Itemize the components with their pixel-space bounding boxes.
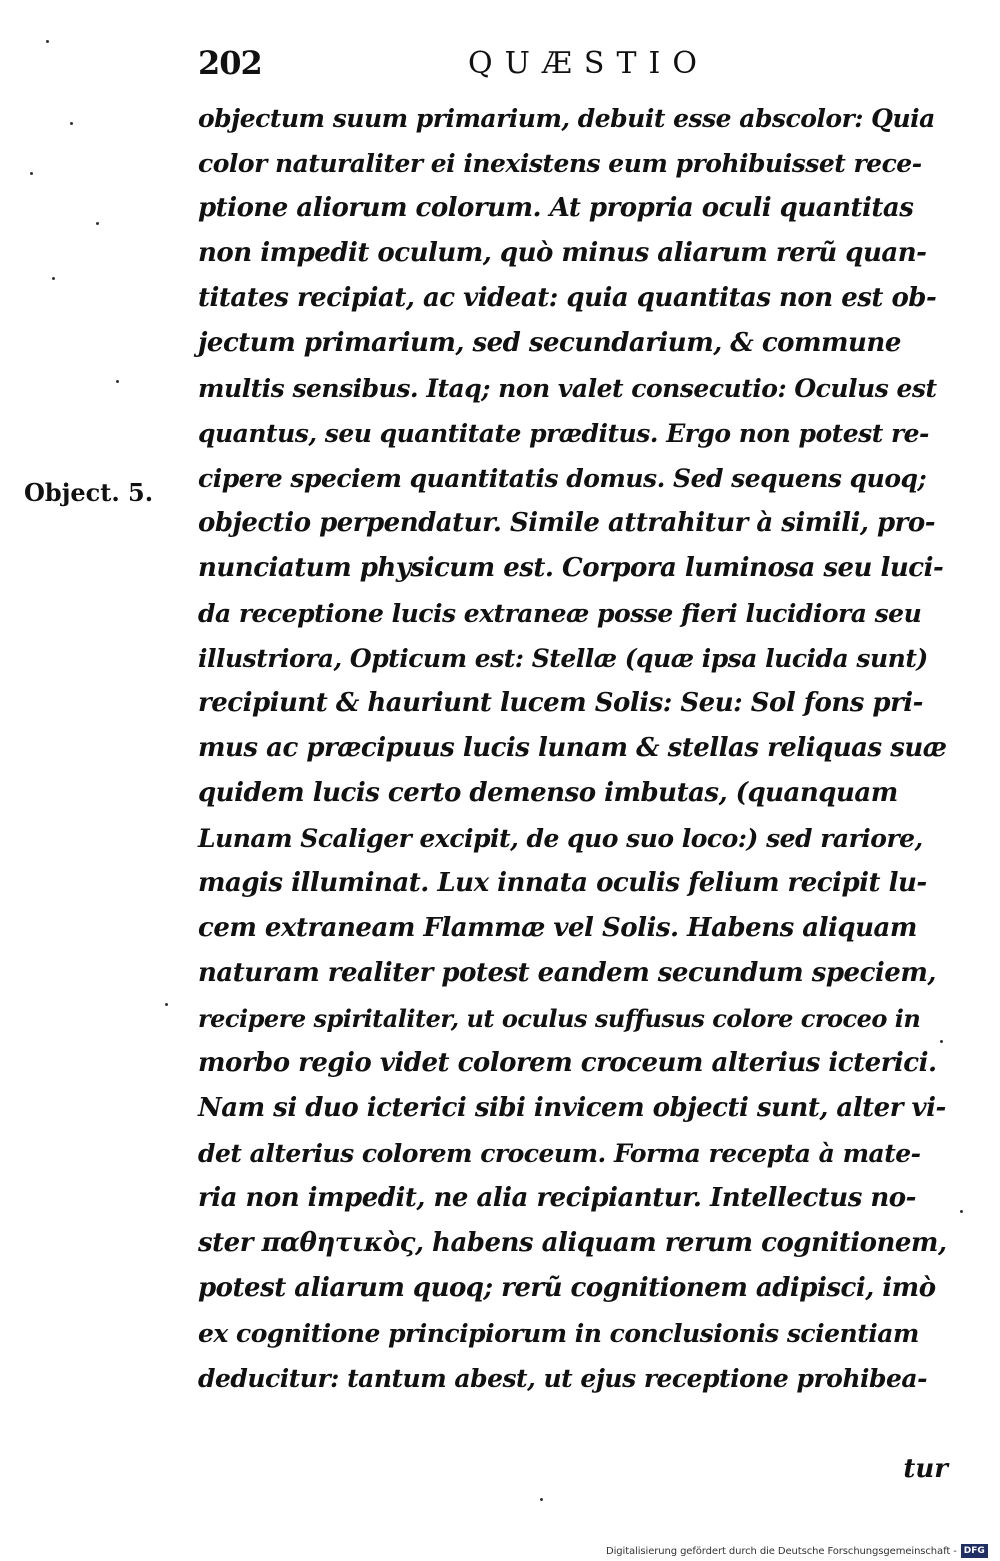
dfg-logo: DFG	[961, 1544, 988, 1558]
text-line: recipiunt & hauriunt lucem Solis: Seu: Sol fons pri-	[198, 688, 923, 718]
scan-speck	[165, 1003, 168, 1006]
text-line: color naturaliter ei inexistens eum prohibuisset rece-	[198, 149, 922, 178]
scan-speck	[30, 172, 33, 175]
catchword: tur	[903, 1454, 948, 1484]
text-line: mus ac præcipuus lucis lunam & stellas reliquas suæ	[198, 733, 947, 763]
text-line: potest aliarum quoq; rerũ cognitionem adipisci, imò	[198, 1273, 936, 1303]
text-line: magis illuminat. Lux innata oculis felium recipit lu-	[198, 868, 927, 898]
text-line: ptione aliorum colorum. At propria oculi quantitas	[198, 193, 914, 223]
text-line: cem extraneam Flammæ vel Solis. Habens aliquam	[198, 913, 917, 943]
running-head: QUÆSTIO	[468, 46, 709, 81]
text-line: deducitur: tantum abest, ut ejus receptione prohibea-	[198, 1364, 927, 1393]
page-header	[198, 44, 948, 88]
text-line: objectum suum primarium, debuit esse abscolor: Quia	[198, 104, 935, 133]
text-line: quantus, seu quantitate præditus. Ergo non potest re-	[198, 419, 929, 448]
text-line: Lunam Scaliger excipit, de quo suo loco:) sed rariore,	[198, 824, 923, 853]
footer-credit: Digitalisierung gefördert durch die Deutsche Forschungsgemeinschaft -	[606, 1545, 957, 1557]
scan-speck	[960, 1210, 963, 1213]
text-line: morbo regio videt colorem croceum alterius icterici.	[198, 1048, 937, 1078]
text-line: ria non impedit, ne alia recipiantur. Intellectus no-	[198, 1183, 916, 1213]
body-text	[198, 96, 958, 1401]
text-line: naturam realiter potest eandem secundum speciem,	[198, 958, 936, 988]
text-line: objectio perpendatur. Simile attrahitur à simili, pro-	[198, 508, 936, 538]
text-line: non impedit oculum, quò minus aliarum rerũ quan-	[198, 238, 927, 268]
text-line: quidem lucis certo demenso imbutas, (quanquam	[198, 778, 898, 808]
digitization-footer	[606, 1543, 988, 1559]
text-line: jectum primarium, sed secundarium, & commune	[198, 328, 901, 358]
scan-speck	[116, 380, 119, 383]
text-line: illustriora, Opticum est: Stellæ (quæ ipsa lucida sunt)	[198, 644, 928, 673]
scan-speck	[940, 1040, 943, 1043]
text-line: nunciatum physicum est. Corpora luminosa seu luci-	[198, 553, 944, 583]
scan-speck	[540, 1498, 543, 1501]
text-line: titates recipiat, ac videat: quia quantitas non est ob-	[198, 283, 937, 313]
scan-speck	[96, 222, 99, 225]
text-line: cipere speciem quantitatis domus. Sed sequens quoq;	[198, 464, 927, 493]
text-line: recipere spiritaliter, ut oculus suffusus colore croceo in	[198, 1004, 921, 1033]
scan-speck	[70, 122, 73, 125]
text-line: da receptione lucis extraneæ posse fieri lucidiora seu	[198, 599, 922, 628]
scan-speck	[46, 40, 49, 43]
margin-note: Object. 5.	[24, 478, 154, 507]
text-line: Nam si duo icterici sibi invicem objecti sunt, alter vi-	[198, 1093, 946, 1123]
text-line: ex cognitione principiorum in conclusionis scientiam	[198, 1319, 919, 1348]
text-line: multis sensibus. Itaq; non valet consecutio: Oculus est	[198, 374, 937, 403]
page-number: 202	[198, 44, 262, 82]
text-line: det alterius colorem croceum. Forma recepta à mate-	[198, 1139, 921, 1168]
scan-speck	[52, 277, 55, 280]
text-line: ster παθητικὸς, habens aliquam rerum cognitionem,	[198, 1228, 947, 1258]
